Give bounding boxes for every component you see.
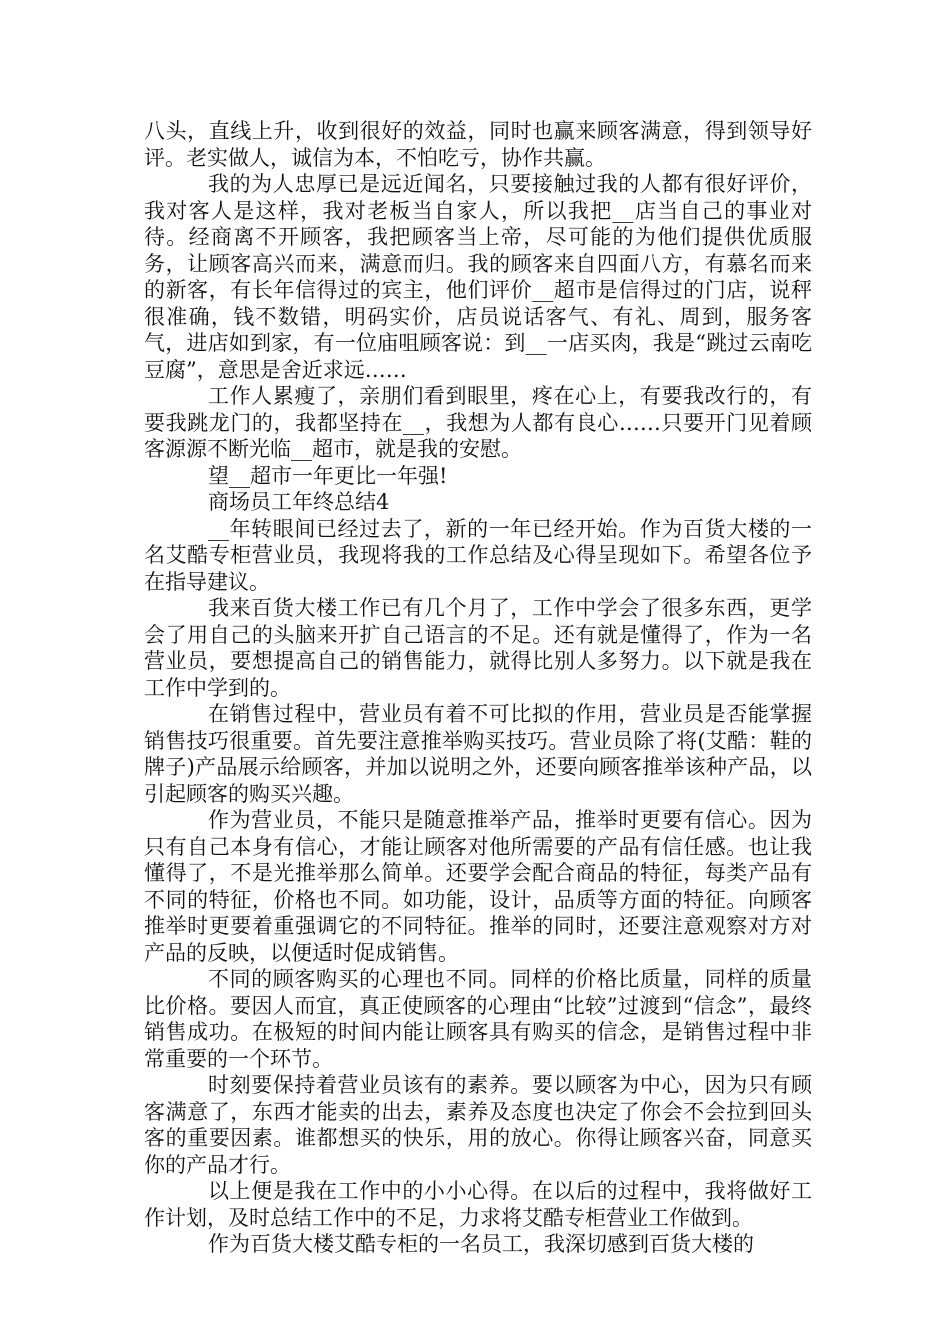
paragraph-8: 作为营业员，不能只是随意推举产品，推举时更要有信心。因为只有自己本身有信心，才能让顾客对他所需要的产品有信任感。也让我懂得了，不是光推举那么简单。还要学会配合商品的特征，每类产品有不同的特征，价格也不同。如功能，设计，品质等方面的特征。向顾客推举时更要着重强调它的不同特征。推举的同时，还要注意观察对方对产品的反映，以便适时促成销售。 <box>144 808 812 965</box>
paragraph-1: 八头，直线上升，收到很好的效益，同时也赢来顾客满意，得到领导好评。老实做人，诚信为本，不怕吃亏，协作共赢。 <box>144 119 812 170</box>
paragraph-5: __年转眼间已经过去了，新的一年已经开始。作为百货大楼的一名艾酷专柜营业员，我现将我的工作总结及心得呈现如下。希望各位予在指导建议。 <box>144 516 812 594</box>
paragraph-7: 在销售过程中，营业员有着不可比拟的作用，营业员是否能掌握销售技巧很重要。首先要注意推举购买技巧。营业员除了将(艾酷：鞋的牌子)产品展示给顾客，并加以说明之外，还要向顾客推举该种产品，以引起顾客的购买兴趣。 <box>144 702 812 806</box>
paragraph-2: 我的为人忠厚已是远近闻名，只要接触过我的人都有很好评价，我对客人是这样，我对老板当自家人，所以我把__店当自己的事业对待。经商离不开顾客，我把顾客当上帝，尽可能的为他们提供优质服务，让顾客高兴而来，满意而归。我的顾客来自四面八方，有慕名而来的新客，有长年信得过的宾主，他们评价__超市是信得过的门店，说秤很准确，钱不数错，明码实价，店员说话客气、有礼、周到，服务客气，进店如到家，有一位庙咀顾客说：到__一店买肉，我是“跳过云南吃豆腐”，意思是舍近求远…… <box>144 172 812 382</box>
paragraph-10: 时刻要保持着营业员该有的素养。要以顾客为中心，因为只有顾客满意了，东西才能卖的出去，素养及态度也决定了你会不会拉到回头客的重要因素。谁都想买的快乐，用的放心。你得让顾客兴奋，同意买你的产品才行。 <box>144 1073 812 1177</box>
paragraph-3: 工作人累瘦了，亲朋们看到眼里，疼在心上，有要我改行的，有要我跳龙门的，我都坚持在__，我想为人都有良心……只要开门见着顾客源源不断光临__超市，就是我的安慰。 <box>144 384 812 461</box>
paragraph-9: 不同的顾客购买的心理也不同。同样的价格比质量，同样的质量比价格。要因人而宜，真正使顾客的心理由“比较”过渡到“信念”，最终销售成功。在极短的时间内能让顾客具有购买的信念，是销售过程中非常重要的一个环节。 <box>144 967 812 1071</box>
paragraph-6: 我来百货大楼工作已有几个月了，工作中学会了很多东西，更学会了用自己的头脑来开扩自己语言的不足。还有就是懂得了，作为一名营业员，要想提高自己的销售能力，就得比别人多努力。以下就是我在工作中学到的。 <box>144 596 812 700</box>
paragraph-11: 以上便是我在工作中的小小心得。在以后的过程中，我将做好工作计划，及时总结工作中的不足，力求将艾酷专柜营业工作做到。 <box>144 1179 812 1230</box>
paragraph-4: 望__超市一年更比一年强! <box>208 463 448 488</box>
paragraph-12: 作为百货大楼艾酷专柜的一名员工，我深切感到百货大楼的 <box>208 1232 754 1256</box>
section-heading: 商场员工年终总结4 <box>208 490 390 514</box>
document-body <box>144 118 812 1258</box>
